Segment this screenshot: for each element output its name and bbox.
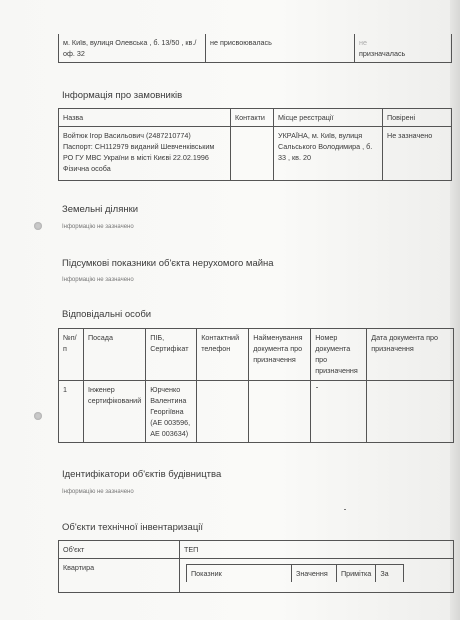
inventory-title: Об'єкти технічної інвентаризації: [62, 522, 204, 533]
punch-hole: [34, 222, 42, 230]
responsible-doc-number-cell: [311, 381, 367, 443]
customers-header-registration: Місце реєстрації: [274, 109, 383, 127]
land-title: Земельні ділянки: [62, 204, 139, 215]
customer-registration-cell: УКРАЇНА, м. Київ, вулиця Сальського Володимира , б. 33 , кв. 20: [274, 127, 383, 181]
identifiers-title: Ідентифікатори об'єктів будівництва: [62, 469, 222, 480]
customers-header-contacts: Контакти: [231, 109, 274, 127]
punch-hole: [34, 412, 42, 420]
customer-contacts-cell: [231, 127, 274, 181]
summary-note: Інформацію не зазначено: [62, 277, 134, 283]
address-extra-grey: не: [359, 38, 367, 47]
address-extra-cell: [355, 34, 452, 63]
address-extra-dark: призначалась: [359, 49, 406, 58]
responsible-header-position: Посада: [84, 329, 146, 381]
page-edge-shadow: [450, 0, 460, 620]
inventory-tep-cell: [180, 559, 454, 593]
address-status-cell: не присвоювалась: [206, 34, 355, 63]
identifiers-note: Інформацію не зазначено: [62, 489, 134, 495]
address-cell: м. Київ, вулиця Олевська , б. 13/50 , кв./оф. 32: [59, 34, 206, 63]
responsible-doc-name-cell: [249, 381, 311, 443]
responsible-header-doc-name: Найменування документа про призначення: [249, 329, 311, 381]
inventory-subheader-value: Значення: [292, 565, 337, 583]
inventory-subheader-indicator: Показник: [187, 565, 292, 583]
land-note: Інформацію не зазначено: [62, 224, 134, 230]
inventory-subheader-za: За: [376, 565, 404, 583]
responsible-position-cell: Інженер сертифікований: [84, 381, 146, 443]
summary-title: Підсумкові показники об'єкта нерухомого майна: [62, 258, 274, 269]
customers-table: [58, 108, 452, 181]
customer-type: Фізична особа: [63, 164, 111, 173]
customer-name-cell: [59, 127, 231, 181]
responsible-header-person: ПІБ, Сертифікат: [146, 329, 197, 381]
responsible-header-doc-number: Номер документа про призначення: [311, 329, 367, 381]
inventory-table: [58, 540, 454, 593]
responsible-header-num: №п/п: [59, 329, 84, 381]
responsible-table: [58, 328, 454, 443]
address-table: [58, 34, 452, 63]
inventory-subtable: [186, 564, 404, 582]
responsible-header-doc-date: Дата документа про призначення: [367, 329, 454, 381]
customers-header-name: Назва: [59, 109, 231, 127]
customers-header-attorneys: Повірені: [383, 109, 452, 127]
responsible-doc-date-cell: [367, 381, 454, 443]
responsible-header-phone: Контактний телефон: [197, 329, 249, 381]
customers-title: Інформація про замовників: [62, 90, 183, 101]
inventory-object-cell: Квартира: [59, 559, 180, 593]
customer-name: Войтюк Ігор Васильович (2487210774): [63, 131, 191, 140]
inventory-subheader-note: Примітка: [337, 565, 376, 583]
responsible-num-cell: 1: [59, 381, 84, 443]
scan-speck: [316, 387, 318, 388]
scan-speck: [344, 509, 346, 510]
customer-passport: Паспорт: СН112979 виданий Шевченківським РО ГУ МВС України в місті Києві 22.02.1996: [63, 142, 215, 162]
customer-attorneys-cell: Не зазначено: [383, 127, 452, 181]
inventory-header-object: Об'єкт: [59, 541, 180, 559]
responsible-phone-cell: [197, 381, 249, 443]
inventory-header-tep: ТЕП: [180, 541, 454, 559]
responsible-person-cell: Юрченко Валентина Георгіївна (АЕ 003596, АЕ 003634): [146, 381, 197, 443]
responsible-title: Відповідальні особи: [62, 309, 152, 320]
